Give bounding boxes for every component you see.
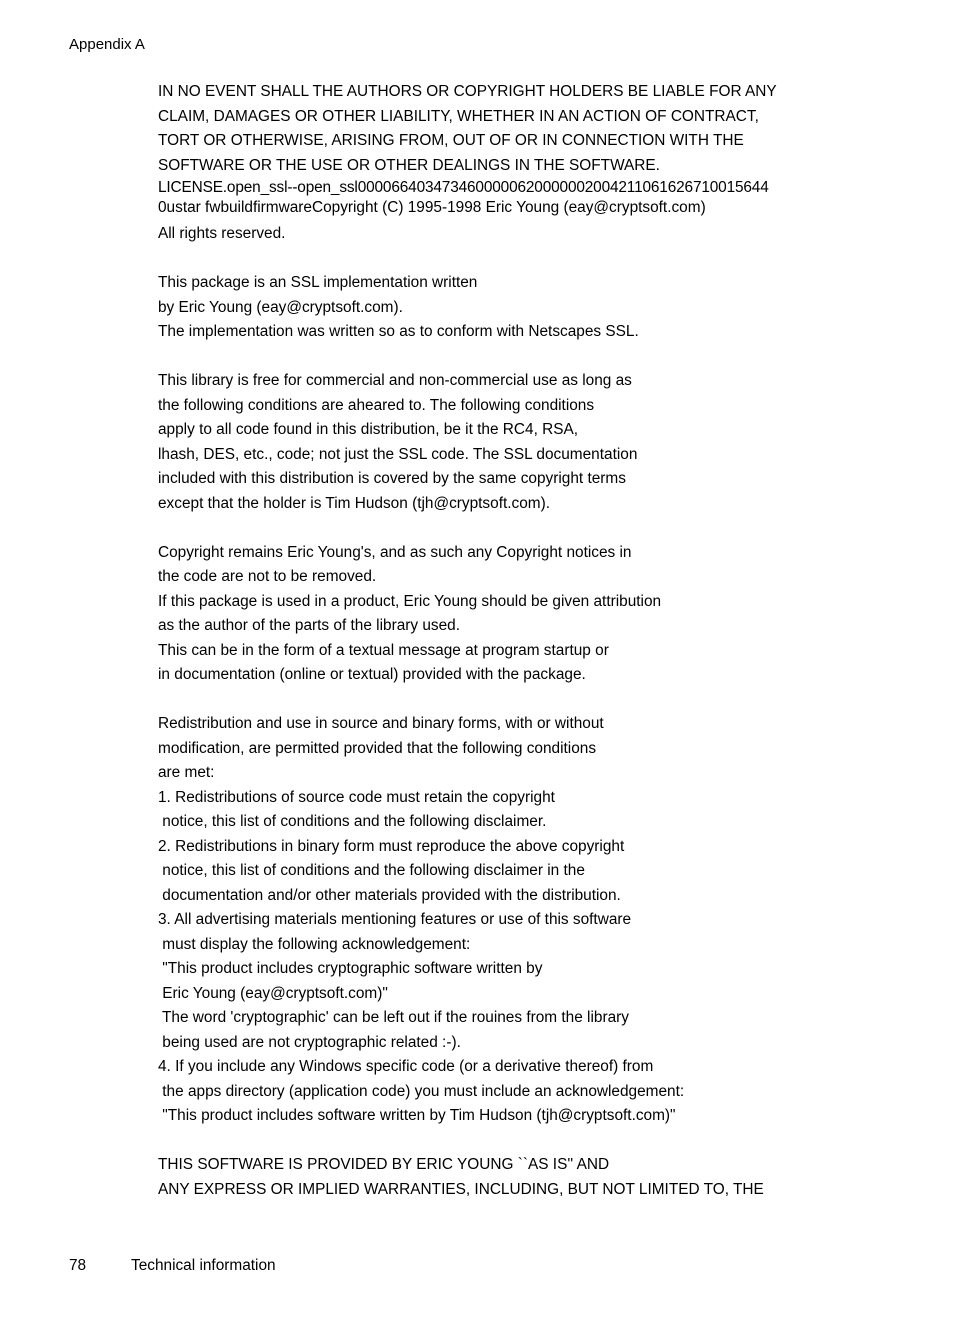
text-line: The word 'cryptographic' can be left out if the rouines from the library bbox=[158, 1009, 629, 1026]
text-line: 4. If you include any Windows specific code (or a derivative thereof) from bbox=[158, 1058, 654, 1075]
text-line: the apps directory (application code) you must include an acknowledgement: bbox=[158, 1082, 685, 1100]
text-line: modification, are permitted provided that the following conditions bbox=[158, 739, 597, 757]
blank-line bbox=[158, 345, 858, 370]
text-line: Copyright remains Eric Young's, and as such any Copyright notices in bbox=[158, 543, 632, 561]
footer-section-title: Technical information bbox=[131, 1257, 276, 1274]
page-number: 78 bbox=[69, 1257, 87, 1274]
text-line: 1. Redistributions of source code must retain the copyright bbox=[158, 788, 555, 806]
text-line: IN NO EVENT SHALL THE AUTHORS OR COPYRIGHT HOLDERS BE LIABLE FOR ANY bbox=[158, 83, 777, 100]
text-line: the code are not to be removed. bbox=[158, 568, 377, 585]
blank-line bbox=[158, 688, 858, 713]
text-line: notice, this list of conditions and the following disclaimer in the bbox=[158, 862, 585, 879]
text-line: apply to all code found in this distribution, be it the RC4, RSA, bbox=[158, 421, 579, 438]
text-line bbox=[158, 178, 858, 222]
text-line: notice, this list of conditions and the following disclaimer. bbox=[158, 813, 547, 830]
running-head: Appendix A bbox=[69, 36, 145, 53]
text-line: in documentation (online or textual) provided with the package. bbox=[158, 666, 586, 683]
text-line: This can be in the form of a textual message at program startup or bbox=[158, 641, 609, 659]
text-line: Redistribution and use in source and binary forms, with or without bbox=[158, 715, 604, 732]
text-line: documentation and/or other materials provided with the distribution. bbox=[158, 886, 621, 904]
text-line: the following conditions are aheared to. The following conditions bbox=[158, 396, 595, 414]
text-line: CLAIM, DAMAGES OR OTHER LIABILITY, WHETHER IN AN ACTION OF CONTRACT, bbox=[158, 107, 759, 125]
text-line: THIS SOFTWARE IS PROVIDED BY ERIC YOUNG ``AS IS'' AND bbox=[158, 1156, 610, 1173]
text-line-part: 0ustar fwbuildfirmwareCopyright (C) 1995-1998 Eric Young (eay@cryptsoft.com) bbox=[158, 199, 706, 216]
blank-line bbox=[158, 1129, 858, 1154]
text-line-part: LICENSE.open_ssl--open_ssl0000664034734600000620000002004211061626710015644 bbox=[158, 179, 769, 196]
text-line: are met: bbox=[158, 764, 215, 781]
blank-line bbox=[158, 516, 858, 541]
text-line: 3. All advertising materials mentioning features or use of this software bbox=[158, 911, 632, 928]
text-line: "This product includes cryptographic software written by bbox=[158, 960, 543, 977]
text-line: This package is an SSL implementation written bbox=[158, 274, 478, 291]
text-line: 2. Redistributions in binary form must reproduce the above copyright bbox=[158, 837, 625, 855]
text-line: must display the following acknowledgement: bbox=[158, 935, 471, 953]
text-line: ANY EXPRESS OR IMPLIED WARRANTIES, INCLUDING, BUT NOT LIMITED TO, THE bbox=[158, 1180, 764, 1198]
license-text bbox=[158, 80, 858, 1202]
text-line: TORT OR OTHERWISE, ARISING FROM, OUT OF OR IN CONNECTION WITH THE bbox=[158, 132, 744, 149]
text-line: The implementation was written so as to conform with Netscapes SSL. bbox=[158, 323, 639, 340]
text-line: All rights reserved. bbox=[158, 225, 286, 242]
text-line: included with this distribution is covered by the same copyright terms bbox=[158, 470, 626, 487]
text-line: lhash, DES, etc., code; not just the SSL code. The SSL documentation bbox=[158, 445, 638, 463]
text-line: being used are not cryptographic related :-). bbox=[158, 1033, 461, 1051]
text-line: as the author of the parts of the library used. bbox=[158, 617, 461, 634]
text-line: "This product includes software written by Tim Hudson (tjh@cryptsoft.com)" bbox=[158, 1107, 676, 1124]
text-line: by Eric Young (eay@cryptsoft.com). bbox=[158, 298, 403, 316]
text-line: Eric Young (eay@cryptsoft.com)" bbox=[158, 984, 388, 1002]
text-line: except that the holder is Tim Hudson (tjh@cryptsoft.com). bbox=[158, 494, 550, 512]
text-line: If this package is used in a product, Eric Young should be given attribution bbox=[158, 592, 662, 610]
text-line: SOFTWARE OR THE USE OR OTHER DEALINGS IN THE SOFTWARE. bbox=[158, 156, 660, 174]
blank-line bbox=[158, 247, 858, 272]
text-line: This library is free for commercial and non-commercial use as long as bbox=[158, 372, 632, 389]
